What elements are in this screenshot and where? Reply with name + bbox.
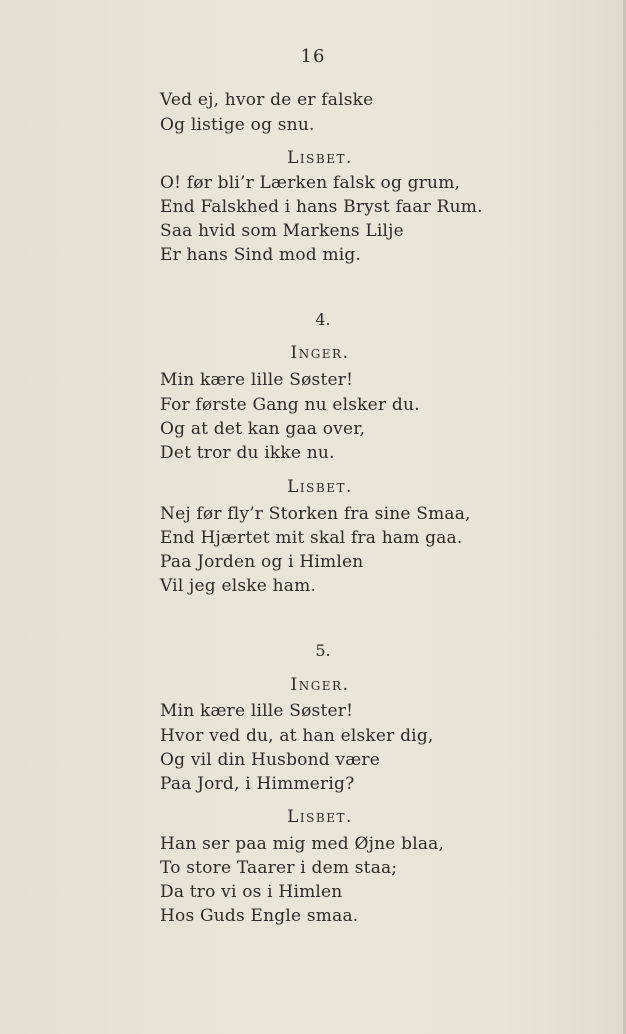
speaker-name: Lisbet. (287, 807, 353, 827)
verse-line: Ved ej, hvor de er falske (160, 90, 374, 110)
verse-line: To store Taarer i dem staa; (160, 858, 398, 878)
verse-line: End Hjærtet mit skal fra ham gaa. (160, 528, 463, 548)
verse-line: For første Gang nu elsker du. (160, 395, 420, 415)
verse-line: Nej før fly’r Storken fra sine Smaa, (160, 504, 471, 524)
verse-line: Min kære lille Søster! (160, 701, 354, 721)
verse-line: Og listige og snu. (160, 115, 315, 135)
verse-line: Det tror du ikke nu. (160, 443, 335, 463)
verse-line: Hos Guds Engle smaa. (160, 906, 359, 926)
verse-line: Han ser paa mig med Øjne blaa, (160, 834, 445, 854)
section-number: 5. (315, 641, 331, 660)
speaker-name: Inger. (290, 675, 350, 695)
speaker-name: Lisbet. (287, 477, 353, 497)
verse-line: Og vil din Husbond være (160, 750, 380, 770)
verse-line: Da tro vi os i Himlen (160, 882, 343, 902)
verse-line: Er hans Sind mod mig. (160, 245, 362, 265)
verse-line: Saa hvid som Markens Lilje (160, 221, 404, 241)
speaker-name: Inger. (290, 343, 350, 363)
verse-line: Og at det kan gaa over, (160, 419, 366, 439)
verse-line: Paa Jorden og i Himlen (160, 552, 364, 572)
verse-line: Paa Jord, i Himmerig? (160, 774, 355, 794)
page-number: 16 (300, 46, 326, 67)
verse-line: O! før bli’r Lærken falsk og grum, (160, 173, 461, 193)
speaker-name: Lisbet. (287, 148, 353, 168)
verse-line: End Falskhed i hans Bryst faar Rum. (160, 197, 483, 217)
verse-line: Vil jeg elske ham. (160, 576, 317, 596)
section-number: 4. (315, 310, 331, 329)
verse-line: Hvor ved du, at han elsker dig, (160, 726, 434, 746)
verse-line: Min kære lille Søster! (160, 370, 354, 390)
